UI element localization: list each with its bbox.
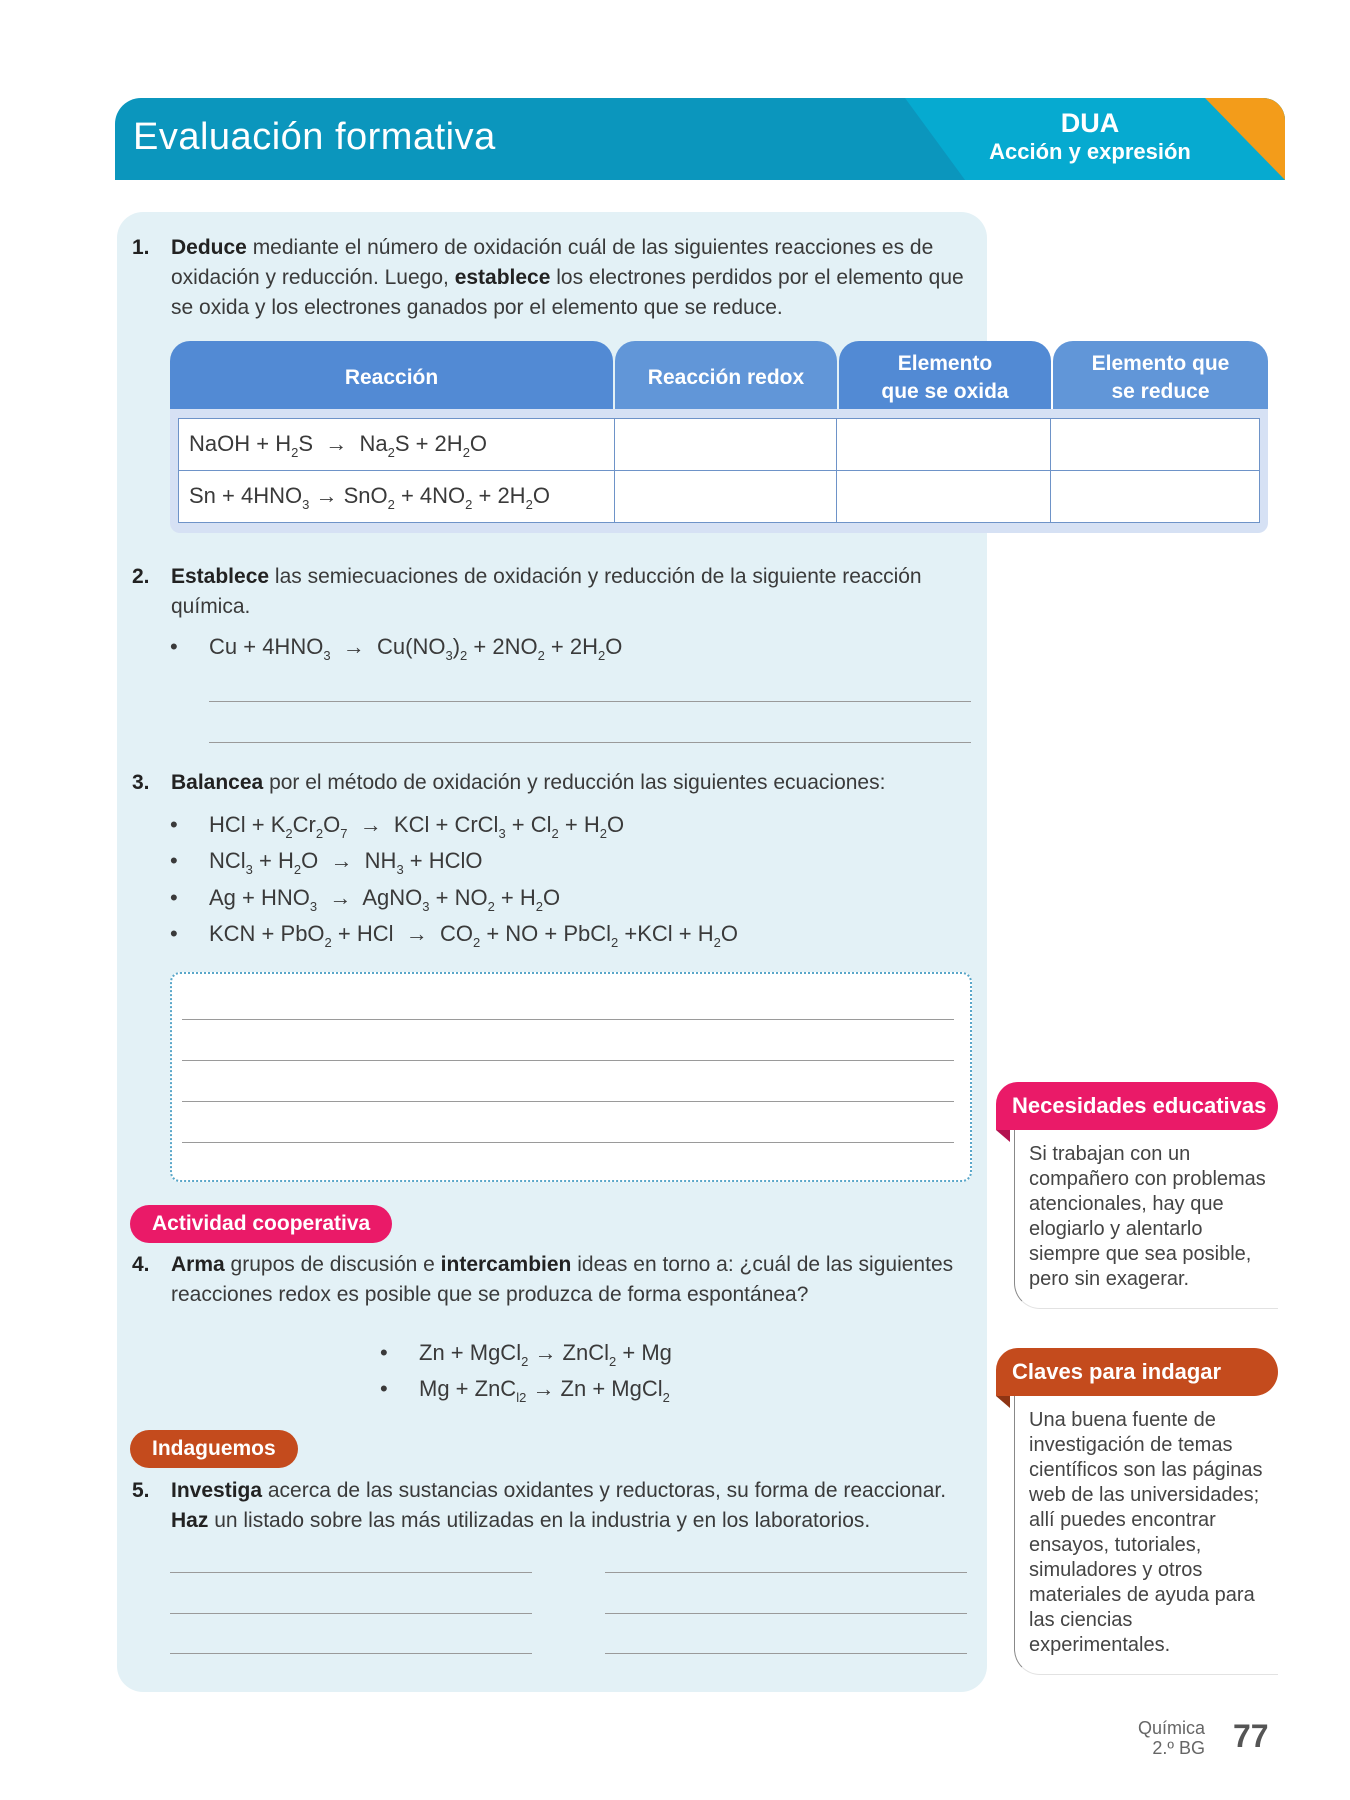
question-1 [132, 233, 977, 323]
text: por el método de oxidación y reducción las siguientes ecuaciones: [263, 771, 886, 794]
equation: KCN + PbO$_2$ + HCl → $CO_2$ + NO + PbCl$_2$ $+KCl + H_2O$ [209, 921, 739, 950]
action-verb: Establece [171, 565, 270, 588]
question-text [171, 233, 977, 323]
answer-line[interactable] [209, 701, 971, 702]
answer-line[interactable] [170, 1653, 532, 1654]
action-verb: intercambien [440, 1253, 572, 1276]
equation: Zn + MgCl$_2$ → ZnCl$_2$ + Mg [419, 1340, 672, 1369]
question-4 [132, 1250, 977, 1310]
grade-label: 2.º BG [1152, 1738, 1205, 1758]
question-number: 4. [132, 1253, 150, 1276]
cell-reduced-input[interactable] [1051, 419, 1258, 470]
question-number: 2. [132, 565, 150, 588]
card-text: Si trabajan con un compañero con problemas atencionales, hay que elogiarlo y alentarlo siempre que sea posible, pero sin exagerar. [1014, 1130, 1278, 1309]
cell-reaction [179, 471, 615, 522]
badge-inquiry: Indaguemos [130, 1430, 298, 1468]
card-title: Necesidades educativas [996, 1082, 1278, 1130]
answer-line[interactable] [605, 1613, 967, 1614]
equation: Mg + ZnC$_{l2}$ → Zn + MgCl$_2$ [419, 1376, 670, 1405]
text: grupos de discusión e [224, 1253, 441, 1276]
answer-line[interactable] [209, 742, 971, 743]
action-verb: establece [454, 266, 551, 289]
text: ideas en torno a: ¿cuál de las siguientes reacciones redox es posible que se produzca de forma espontánea? [171, 1253, 954, 1306]
equation: $Ag + HNO_3$ → AgNO$_3$ + $NO_2 + H_2O$ [209, 885, 561, 914]
answer-line[interactable] [605, 1653, 967, 1654]
page-title: Evaluación formativa [133, 116, 496, 158]
dua-label [980, 108, 1200, 166]
cell-reduced-input[interactable] [1051, 471, 1258, 522]
bullet-icon: • [170, 634, 178, 659]
card-text: Una buena fuente de investigación de temas científicos son las páginas web de las universidades; allí puedes encontrar ensayos, tutoriales, simuladores y otros materiales de ayuda para las ciencias experimentales. [1014, 1396, 1278, 1675]
answer-line[interactable] [170, 1613, 532, 1614]
question-5 [132, 1476, 977, 1536]
action-verb: Deduce [171, 236, 247, 259]
question-number: 5. [132, 1479, 150, 1502]
action-verb: Haz [171, 1509, 209, 1532]
card-educational-needs [996, 1082, 1278, 1309]
question-2 [132, 562, 977, 622]
card-title: Claves para indagar [996, 1348, 1278, 1396]
question-text [171, 1476, 977, 1536]
action-verb: Balancea [171, 771, 264, 794]
column-header-redox: Reacción redox [615, 341, 837, 415]
bullet-icon: • [170, 921, 178, 946]
equation: $Cu + 4HNO_3 \to Cu(NO_3)_2 + 2NO_2 + 2H_2O$ [209, 634, 623, 663]
answer-line[interactable] [170, 1572, 532, 1573]
text: mediante el número de oxidación cuál de las siguientes reacciones es de oxidación y reducción. Luego, [171, 236, 934, 289]
cell-reaction [179, 419, 615, 470]
answer-line[interactable] [182, 1060, 954, 1061]
text: un listado sobre las más utilizadas en la industria y en los laboratorios. [208, 1509, 871, 1532]
bullet-icon: • [380, 1376, 388, 1401]
cell-redox-input[interactable] [615, 419, 837, 470]
column-header-reaction: Reacción [170, 341, 613, 415]
answer-box[interactable] [170, 972, 972, 1182]
section-header [115, 98, 1285, 180]
bullet-icon: • [170, 885, 178, 910]
cell-oxidized-input[interactable] [837, 471, 1051, 522]
page-number: 77 [1233, 1718, 1269, 1754]
badge-cooperative-activity: Actividad cooperativa [130, 1205, 392, 1243]
bullet-icon: • [170, 848, 178, 873]
bullet-icon: • [170, 812, 178, 837]
question-text [171, 562, 977, 622]
subject-label [1110, 1718, 1205, 1758]
equation: HCl + $K_2Cr_2O_7$ → KCl + CrCl$_3$ + $Cl_2 + H_2O$ [209, 812, 625, 841]
question-number: 1. [132, 236, 150, 259]
card-inquiry-keys [996, 1348, 1278, 1675]
dua-title: DUA [1060, 108, 1120, 138]
question-text [171, 1250, 977, 1310]
reaction-formula: NaOH + $H_2S \to Na_2S + 2H_2O$ [189, 431, 488, 460]
answer-line[interactable] [182, 1019, 954, 1020]
reaction-formula: $Sn + 4HNO_3 \to SnO_2 + 4NO_2 + 2H_2O$ [189, 483, 550, 512]
table-row [178, 418, 1260, 471]
redox-table [170, 341, 1268, 533]
answer-line[interactable] [182, 1101, 954, 1102]
equation: $NCl_3 + H_2O \to NH_3$ + HClO [209, 848, 483, 877]
answer-line[interactable] [182, 1142, 954, 1143]
text: acerca de las sustancias oxidantes y reductoras, su forma de reaccionar. [262, 1479, 947, 1502]
action-verb: Investiga [171, 1479, 263, 1502]
question-3 [132, 768, 977, 798]
question-number: 3. [132, 771, 150, 794]
action-verb: Arma [171, 1253, 225, 1276]
dua-subtitle: Acción y expresión [989, 139, 1191, 164]
answer-line[interactable] [605, 1572, 967, 1573]
text: los electrones perdidos por el elemento que se oxida y los electrones ganados por el elemento que se reduce. [171, 266, 964, 319]
cell-oxidized-input[interactable] [837, 419, 1051, 470]
text: las semiecuaciones de oxidación y reducción de la siguiente reacción química. [171, 565, 922, 618]
cell-redox-input[interactable] [615, 471, 837, 522]
column-header-oxidized: Elemento que se oxida [839, 341, 1051, 415]
column-header-reduced: Elemento que se reduce [1053, 341, 1268, 415]
question-text [171, 768, 977, 798]
table-body [170, 409, 1268, 533]
bullet-icon: • [380, 1340, 388, 1365]
subject-name: Química [1137, 1718, 1205, 1738]
table-row [178, 470, 1260, 523]
